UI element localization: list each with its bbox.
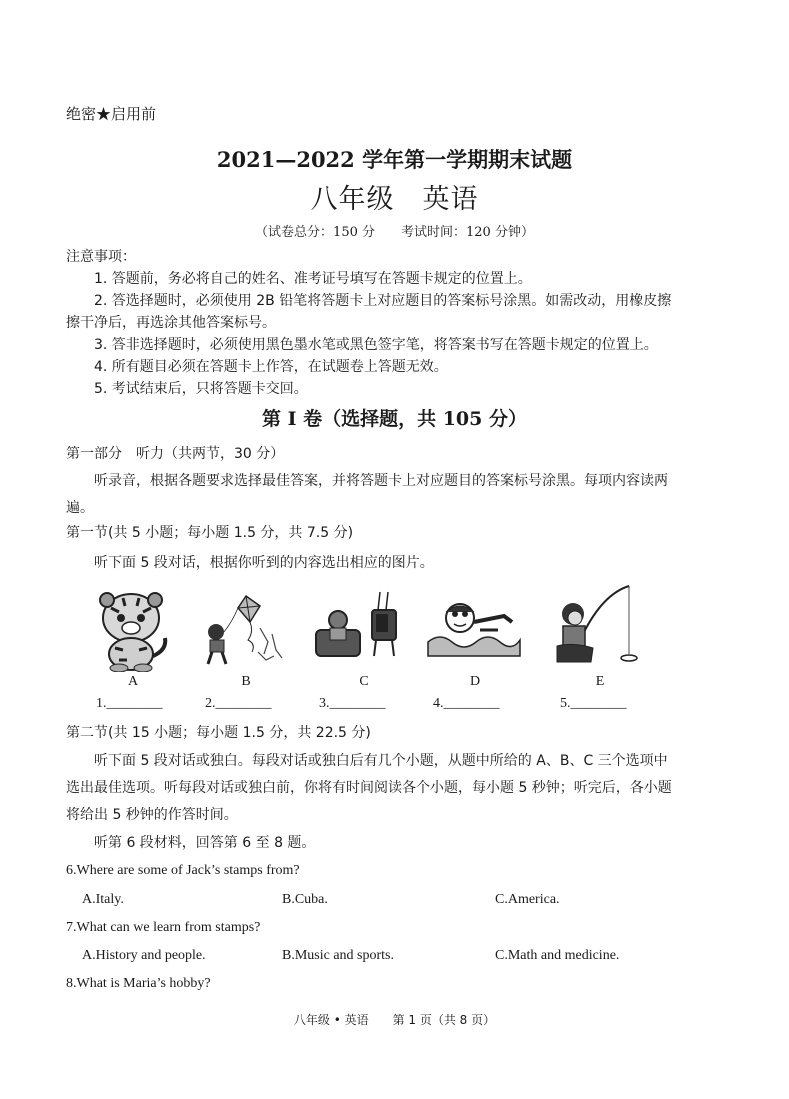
swimming-icon [424,600,522,658]
question-stem: 7.What can we learn from stamps? [66,920,261,935]
kite-boy-icon [202,592,288,668]
answer-blank: 1.________ [96,696,163,711]
option-c: C.America. [495,892,560,907]
part1-instruction: 听录音，根据各题要求选择最佳答案，并将答题卡上对应题目的答案标号涂黑。每项内容读两 [94,473,668,489]
material-note: 听第 6 段材料，回答第 6 至 8 题。 [94,835,316,851]
section1-instruction: 听下面 5 段对话，根据你听到的内容选出相应的图片。 [94,555,434,571]
tv-watching-icon [312,590,402,662]
confidential-label: 绝密★启用前 [66,105,157,123]
section2-heading: 第二节(共 15 小题；每小题 1.5 分，共 22.5 分) [66,725,371,741]
picture-letter: C [359,674,369,689]
option-a: A.Italy. [82,892,124,907]
notice-item: 3. 答非选择题时，必须使用黑色墨水笔或黑色签字笔，将答案书写在答题卡规定的位置上。 [94,337,658,353]
notice-item: 4. 所有题目必须在答题卡上作答，在试题卷上答题无效。 [94,359,448,375]
notice-item: 1. 答题前，务必将自己的姓名、准考证号填写在答题卡规定的位置上。 [94,271,532,287]
picture-letter: E [595,674,605,689]
answer-blank: 4.________ [433,696,500,711]
answer-blank: 2.________ [205,696,272,711]
option-b: B.Cuba. [282,892,328,907]
volume-title: 第 I 卷（选择题，共 105 分） [261,408,527,430]
score-time-info: （试卷总分：150 分 考试时间：120 分钟） [255,225,534,240]
option-c: C.Math and medicine. [495,948,620,963]
exam-title: 2021—2022 学年第一学期期末试题 [216,147,573,172]
tiger-toy-icon [93,590,173,672]
notice-item-continued: 擦干净后，再选涂其他答案标号。 [66,315,276,331]
picture-letter: D [469,674,481,689]
notice-item: 5. 考试结束后，只将答题卡交回。 [94,381,308,397]
picture-letter: B [241,674,251,689]
exam-subtitle: 八年级 英语 [310,184,479,215]
section1-heading: 第一节(共 5 小题；每小题 1.5 分，共 7.5 分) [66,525,354,541]
question-stem: 6.Where are some of Jack’s stamps from? [66,863,300,878]
section2-instruction-continued: 选出最佳选项。听每段对话或独白前，你将有时间阅读各个小题，每小题 5 秒钟；听完后，各小题 [66,780,672,796]
question-stem: 8.What is Maria’s hobby? [66,976,211,991]
part1-instruction-continued: 遍。 [66,500,94,516]
answer-blank: 5.________ [560,696,627,711]
part1-heading: 第一部分 听力（共两节，30 分） [66,446,285,462]
option-b: B.Music and sports. [282,948,394,963]
section2-instruction: 听下面 5 段对话或独白。每段对话或独白后有几个小题，从题中所给的 A、B、C 三个选项中 [94,753,668,769]
notice-item: 2. 答选择题时，必须使用 2B 铅笔将答题卡上对应题目的答案标号涂黑。如需改动，用橡皮擦 [94,293,672,309]
option-a: A.History and people. [82,948,206,963]
notice-heading: 注意事项： [66,249,136,265]
answer-blank: 3.________ [319,696,386,711]
page-footer: 八年级 • 英语 第 1 页（共 8 页） [293,1013,496,1027]
picture-letter: A [127,674,139,689]
fishing-icon [553,584,643,670]
section2-instruction-continued: 将给出 5 秒钟的作答时间。 [66,807,238,823]
